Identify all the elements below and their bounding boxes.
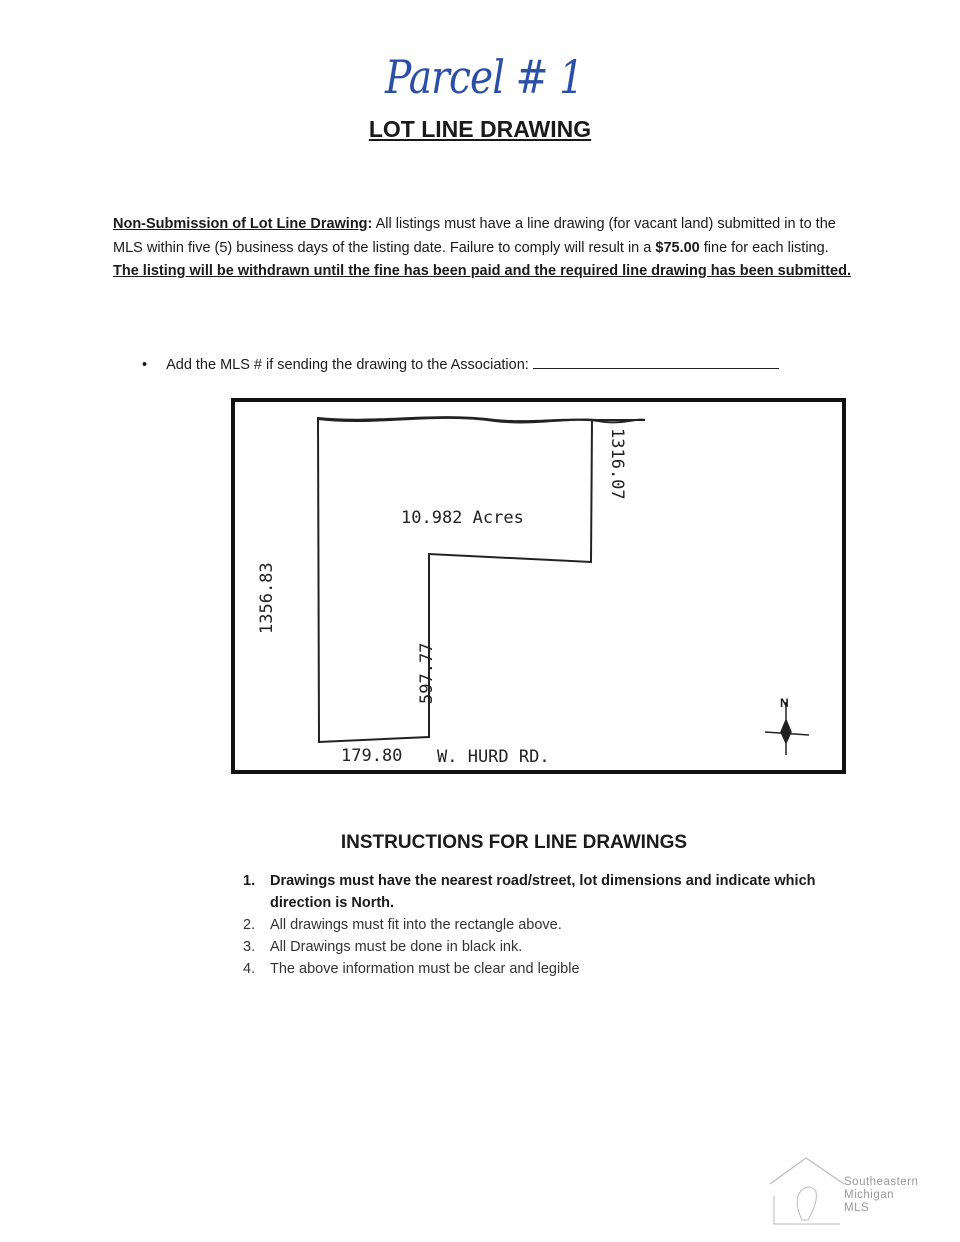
notice-body-1: All listings must have a line drawing (for vacant land) submitted in to the MLS within five (5) business days of the listing date. Failure to comply will result in a (113, 216, 836, 256)
logo-line-2: Michigan (844, 1189, 895, 1201)
instruction-item (243, 958, 820, 980)
logo-text (844, 1176, 918, 1215)
instruction-number: 4. (243, 961, 256, 977)
east-dimension: 1316.07 (607, 428, 627, 500)
drawing-rectangle (231, 398, 846, 774)
lot-outline-sketch (235, 402, 842, 770)
north-label: N (780, 696, 789, 710)
instructions-title: INSTRUCTIONS FOR LINE DRAWINGS (340, 832, 688, 853)
south-dimension: 179.80 (341, 746, 403, 766)
instruction-text: Drawings must have the nearest road/street, lot dimensions and indicate which direction is North. (270, 873, 816, 911)
notice-heading: Non-Submission of Lot Line Drawing (113, 216, 368, 232)
semls-logo (768, 1156, 919, 1233)
bullet-dot: • (142, 357, 148, 373)
notice-body-2: fine for each listing. (699, 239, 829, 256)
logo-line-1: Southeastern (844, 1176, 919, 1188)
withdrawn-warning: The listing will be withdrawn until the fine has been paid and the required line drawing has been submitted. (113, 263, 851, 279)
mls-number-row (142, 354, 779, 373)
instruction-text: The above information must be clear and legible (270, 961, 580, 977)
parcel-number-handwritten: Parcel # 1 (385, 50, 584, 104)
mls-number-label: Add the MLS # if sending the drawing to the Association: (166, 357, 529, 373)
instruction-item (243, 914, 820, 936)
page-title: LOT LINE DRAWING (368, 116, 592, 142)
instruction-text: All drawings must fit into the rectangle above. (270, 917, 562, 933)
instruction-number: 2. (243, 917, 256, 933)
fine-amount: $75.00 (655, 239, 700, 256)
road-name: W. HURD RD. (437, 747, 550, 767)
instruction-number: 3. (243, 939, 256, 955)
non-submission-notice (113, 213, 858, 284)
lot-boundary (318, 417, 645, 742)
acreage-label: 10.982 Acres (401, 508, 524, 528)
west-dimension: 1356.83 (257, 562, 277, 634)
instructions-list (243, 870, 820, 980)
notice-colon: : (367, 216, 373, 232)
house-icon (768, 1156, 848, 1228)
instruction-item (243, 936, 820, 958)
instruction-text: All Drawings must be done in black ink. (270, 939, 523, 955)
mls-number-field[interactable] (533, 354, 779, 369)
instruction-number: 1. (243, 873, 256, 889)
inner-dimension: 597.77 (417, 642, 437, 704)
logo-line-3: MLS (844, 1202, 870, 1214)
instruction-item (243, 870, 820, 914)
